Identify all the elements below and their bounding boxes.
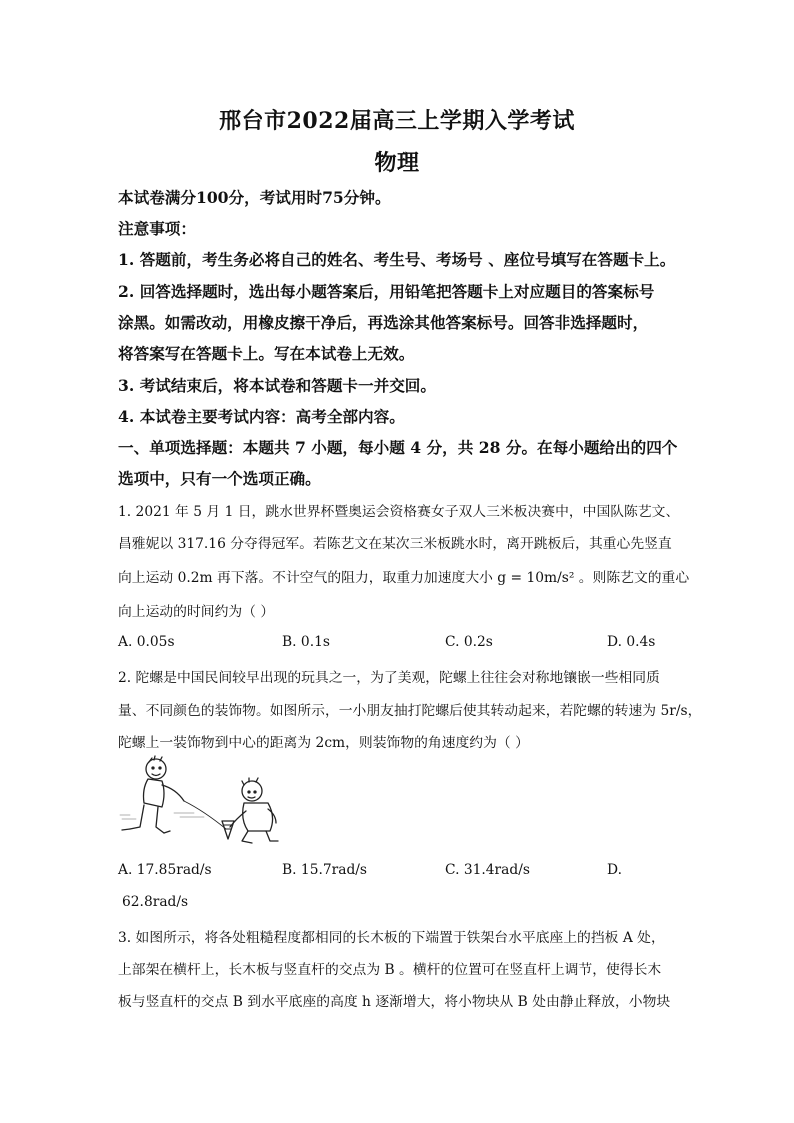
subject-title: 物理	[374, 150, 420, 176]
exam-intro: 本试卷满分100分，考试用时75分钟。	[118, 188, 391, 207]
q1-option-c: C. 0.2s	[445, 634, 493, 650]
q2-option-b: B. 15.7rad/s	[282, 862, 368, 878]
right-child-legs	[242, 831, 278, 843]
note-2-line-1: 2. 回答选择题时，选出每小题答案后，用铅笔把答题卡上对应题目的答案标号	[118, 282, 655, 301]
q3-line-2: 上部架在横杆上，长木板与竖直杆的交点为 B 。横杆的位置可在竖直杆上调节，使得长木	[118, 962, 662, 978]
note-2-line-3: 将答案写在答题卡上。写在本试卷上无效。	[118, 344, 415, 363]
note-4: 4. 本试卷主要考试内容：高考全部内容。	[118, 407, 405, 426]
whip-string	[184, 801, 226, 829]
q1-line-2: 昌雅妮以 317.16 分夺得冠军。若陈艺文在某次三米板跳水时，离开跳板后，其重心先竖直	[118, 536, 672, 552]
q1-line-3: 向上运动 0.2m 再下落。不计空气的阻力，取重力加速度大小 g = 10m/s² 。则陈艺文的重心	[118, 570, 690, 586]
section-heading-line-2: 选项中，只有一个选项正确。	[118, 469, 321, 488]
left-child-body	[144, 779, 165, 807]
notes-heading: 注意事项：	[118, 219, 196, 238]
q3-line-3: 板与竖直杆的交点 B 到水平底座的高度 h 逐渐增大，将小物块从 B 处由静止释放，小物块	[118, 994, 671, 1010]
q1-option-a: A. 0.05s	[118, 634, 175, 650]
q1-line-4: 向上运动的时间约为（ ）	[118, 604, 275, 620]
q3-line-1: 3. 如图所示，将各处粗糙程度都相同的长木板的下端置于铁架台水平底座上的挡板 A 处，	[118, 930, 665, 946]
q2-option-d: D.	[607, 862, 622, 878]
note-1: 1. 答题前，考生务必将自己的姓名、考生号、考场号 、座位号填写在答题卡上。	[118, 250, 676, 269]
q1-option-b: B. 0.1s	[282, 634, 330, 650]
right-child-body	[243, 803, 273, 831]
q2-line-1: 2. 陀螺是中国民间较早出现的玩具之一，为了美观，陀螺上往往会对称地镶嵌一些相同质	[118, 670, 660, 686]
q2-line-3: 陀螺上一装饰物到中心的距离为 2cm，则装饰物的角速度约为（ ）	[118, 735, 529, 751]
note-3: 3. 考试结束后，将本试卷和答题卡一并交回。	[118, 376, 436, 395]
q2-line-2: 量、不同颜色的装饰物。如图所示，一小朋友抽打陀螺后使其转动起来，若陀螺的转速为 5r/s，	[118, 703, 702, 719]
q2-option-c: C. 31.4rad/s	[445, 862, 530, 878]
q2-option-d-value: 62.8rad/s	[122, 894, 189, 910]
section-heading-line-1: 一、单项选择题：本题共 7 小题，每小题 4 分，共 28 分。在每小题给出的四个	[118, 438, 678, 457]
note-2-line-2: 涂黑。如需改动，用橡皮擦干净后，再选涂其他答案标号。回答非选择题时，	[118, 313, 649, 332]
spinning-top-illustration	[118, 755, 288, 850]
q1-option-d: D. 0.4s	[607, 634, 656, 650]
q1-line-1: 1. 2021 年 5 月 1 日，跳水世界杯暨奥运会资格赛女子双人三米板决赛中，中国队陈艺文、	[118, 504, 680, 520]
exam-title: 邢台市2022届高三上学期入学考试	[219, 108, 575, 134]
q2-option-a: A. 17.85rad/s	[118, 862, 212, 878]
